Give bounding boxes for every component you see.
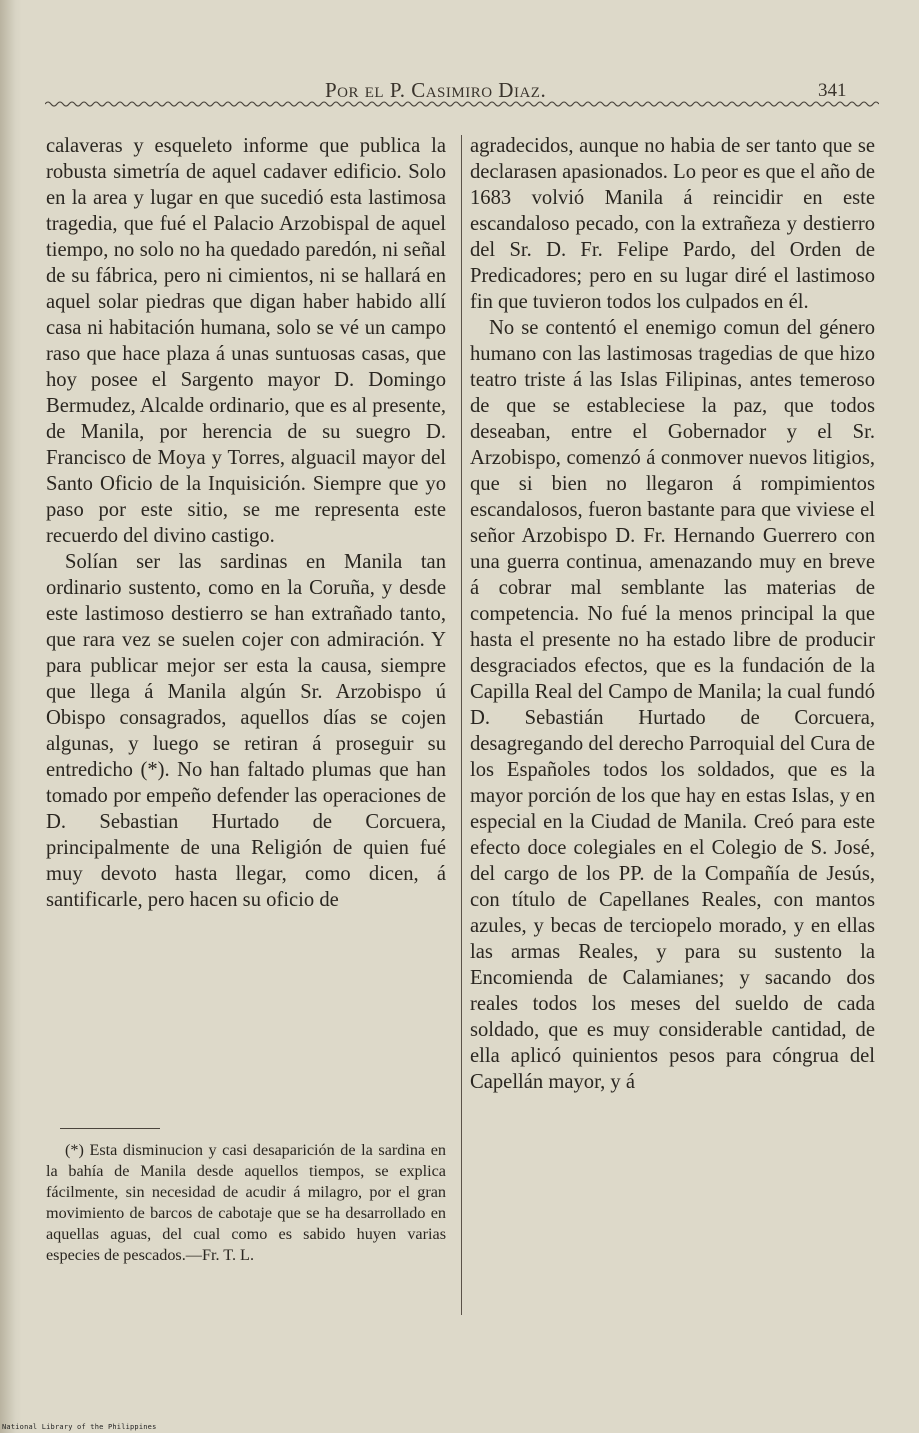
header-wavy-rule bbox=[45, 99, 879, 109]
page-number: 341 bbox=[818, 80, 847, 101]
paragraph: agradecidos, aunque no habia de ser tanto que se declarasen apasionados. Lo peor es que el año de 1683 volvió Manila á reincidir en este escandaloso pecado, con la extrañeza y destierro del Sr. D. Fr. Felipe Pardo, del Orden de Predicadores; pero en su lugar diré el lastimoso fin que tuvieron todos los culpados en él. bbox=[470, 135, 875, 313]
paragraph: Solían ser las sardinas en Manila tan ordinario sustento, como en la Coruña, y desde este lastimoso destierro se han extrañado tanto, que rara vez se suelen cojer con admiración. Y para publicar mejor ser esta la causa, siempre que llega á Manila algún Sr. Arzobispo ú Obispo consagrados, aquellos días se cojen algunas, y luego se retiran á proseguir su entredicho (*). No han faltado plumas que han tomado por empeño defender las operaciones de D. Sebastian Hurtado de Corcuera, principalmente de una Religión de quien fué muy devoto hasta llegar, como dicen, á santificarle, pero hacen su oficio de bbox=[46, 551, 446, 911]
paragraph: calaveras y esqueleto informe que publica la robusta simetría de aquel cadaver edificio. Solo en la area y lugar en que sucedió esta lastimosa tragedia, que fué el Palacio Arzobispal de aquel tiempo, no solo no ha quedado paredón, ni señal de su fábrica, pero ni cimientos, ni se hallará en aquel solar piedras que digan haber habido allí casa ni habitación humana, solo se vé un campo raso que hace plaza á unas suntuosas casas, que hoy posee el Sargento mayor D. Domingo Bermudez, Alcalde ordinario, que es al presente, de Manila, por herencia de su suegro D. Francisco de Moya y Torres, alguacil mayor del Santo Oficio de la Inquisición. Siempre que yo paso por este sitio, se me representa este recuerdo del divino castigo. bbox=[46, 135, 446, 547]
column-divider bbox=[461, 135, 462, 1315]
footnote-divider bbox=[60, 1128, 160, 1129]
footnote: (*) Esta disminucion y casi desaparición de la sardina en la bahía de Manila desde aquellos tiempos, se explica fácilmente, sin necesidad de acudir á milagro, por el gran movimiento de barcos de cabotaje que se ha desarrollado en aquellas aguas, del cual como es sabido huyen varias especies de pescados.—Fr. T. L. bbox=[46, 1141, 446, 1265]
running-title: Por el P. Casimiro Diaz. bbox=[325, 78, 547, 102]
right-column bbox=[470, 133, 875, 1095]
paragraph: No se contentó el enemigo comun del género humano con las lastimosas tragedias de que hizo teatro triste á las Islas Filipinas, antes temeroso de que se estableciese la paz, que todos deseaban, entre el Gobernador y el Sr. Arzobispo, comenzó á conmover nuevos litigios, que si bien no llegaron á rompimientos escandalosos, fueron bastante para que viviese el señor Arzobispo D. Fr. Hernando Guerrero con una guerra continua, amenazando muy en breve á cobrar mal semblante las materias de competencia. No fué la menos principal la que hasta el presente no ha estado libre de producir desgraciados efectos, que es la fundación de la Capilla Real del Campo de Manila; la cual fundó D. Sebastián Hurtado de Corcuera, desagregando del derecho Parroquial del Cura de los Españoles todos los soldados, que es la mayor porción de los que hay en estas Islas, y en especial en la Ciudad de Manila. Creó para este efecto doce colegiales en el Colegio de S. José, del cargo de los PP. de la Compañía de Jesús, con título de Capellanes Reales, con mantos azules, y becas de terciopelo morado, y en ellas las armas Reales, y para su sustento la Encomienda de Calamianes; y sacando dos reales todos los meses del sueldo de cada soldado, que es muy considerable cantidad, de ella aplicó quinientos pesos para cóngrua del Capellán mayor, y á bbox=[470, 317, 875, 1093]
library-stamp: National Library of the Philippines bbox=[2, 1423, 157, 1431]
left-column bbox=[46, 133, 446, 913]
page-edge-shadow bbox=[0, 0, 22, 1433]
